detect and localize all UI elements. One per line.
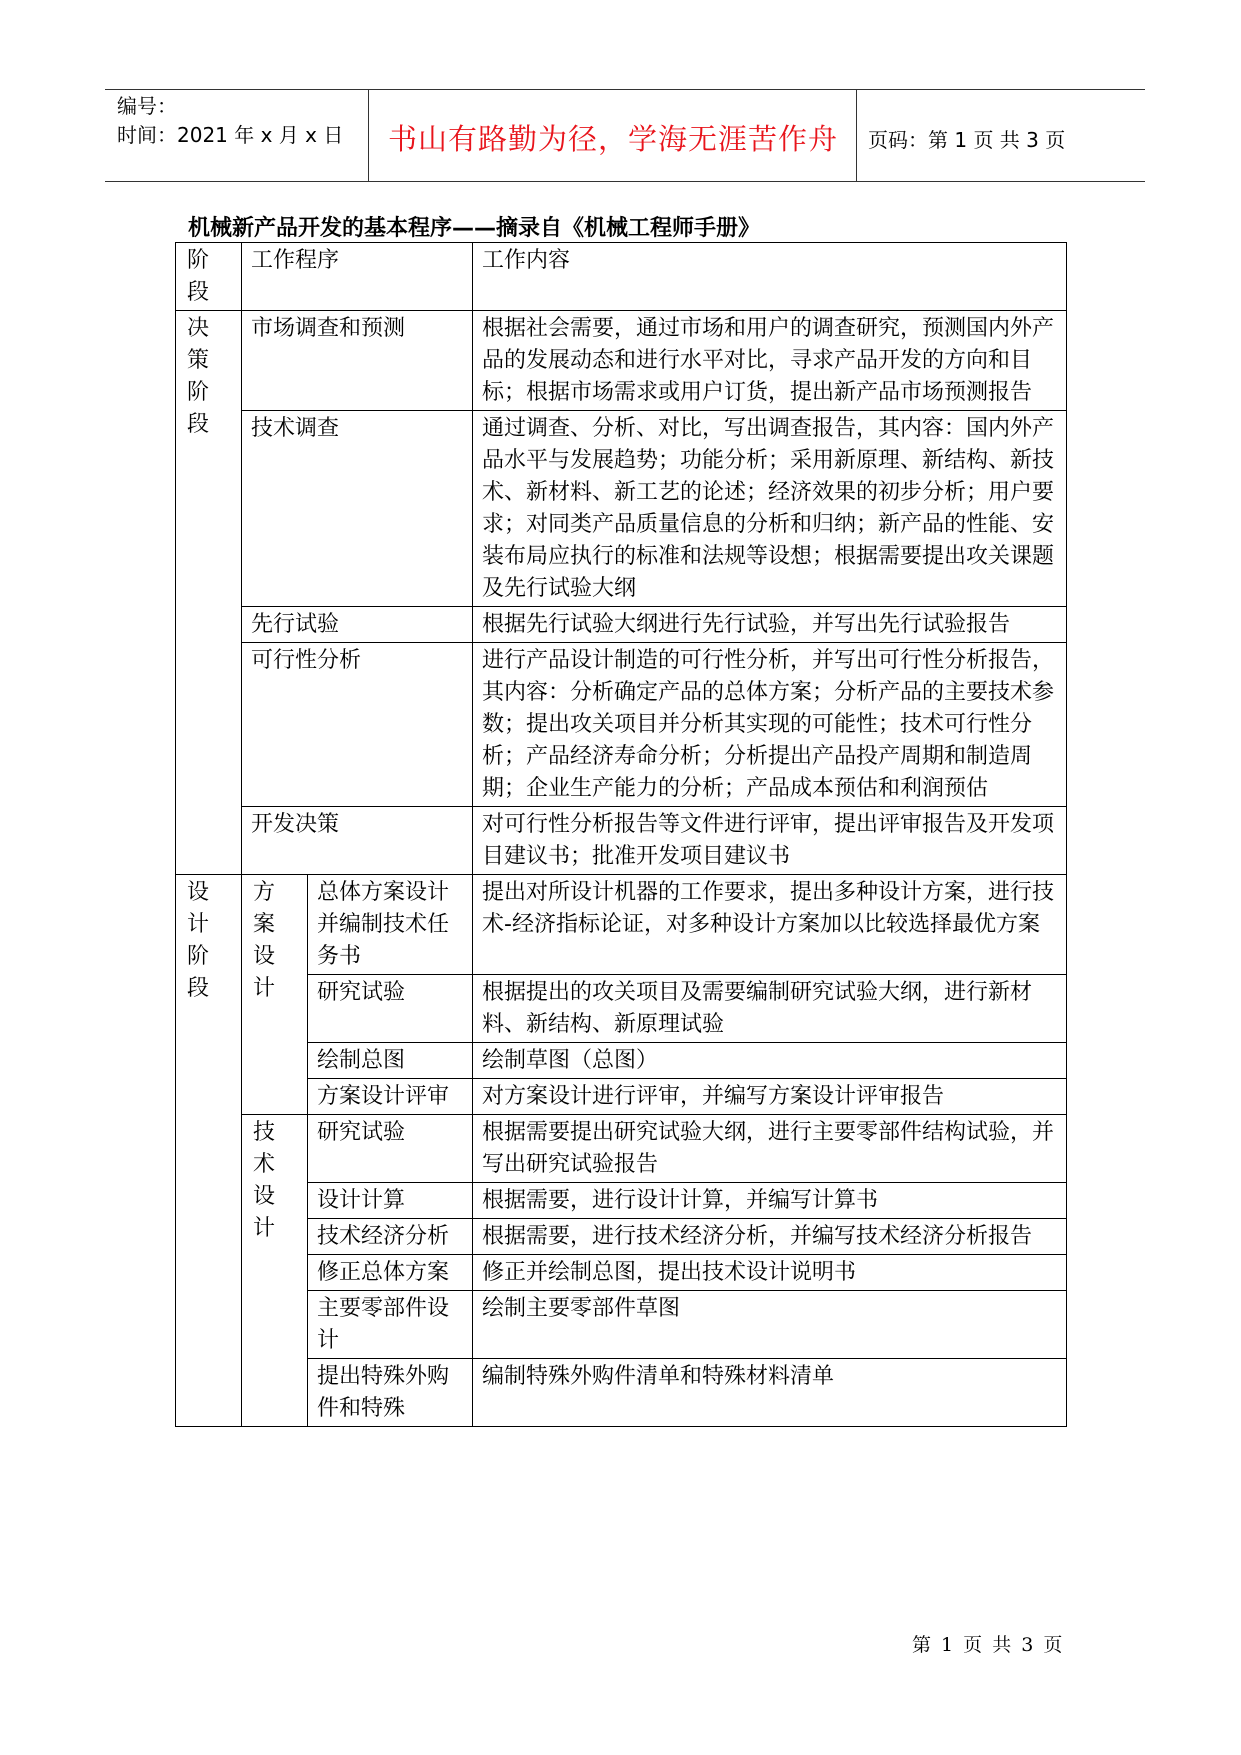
content-cell: 根据提出的攻关项目及需要编制研究试验大纲，进行新材料、新结构、新原理试验 — [473, 975, 1067, 1043]
header-cell-stage: 阶段 — [176, 243, 242, 311]
header-page-info: 页码：第 1 页 共 3 页 — [868, 128, 1066, 152]
table-row — [176, 1079, 1067, 1115]
content-cell: 根据社会需要，通过市场和用户的调查研究，预测国内外产品的发展动态和进行水平对比，寻求产品开发的方向和目标；根据市场需求或用户订货，提出新产品市场预测报告 — [473, 311, 1067, 411]
step-cell: 研究试验 — [308, 975, 473, 1043]
table-row — [176, 311, 1067, 411]
table-row — [176, 1255, 1067, 1291]
stage-cell-design: 设计阶段 — [176, 875, 242, 1427]
step-cell: 市场调查和预测 — [242, 311, 473, 411]
step-cell: 技术调查 — [242, 411, 473, 607]
content-cell: 根据需要，进行技术经济分析，并编写技术经济分析报告 — [473, 1219, 1067, 1255]
header-bottom-rule — [105, 181, 1145, 182]
step-cell: 开发决策 — [242, 807, 473, 875]
header-number-label: 编号： — [117, 94, 177, 118]
content-cell: 绘制主要零部件草图 — [473, 1291, 1067, 1359]
process-table — [175, 242, 1067, 1427]
step-cell: 修正总体方案 — [308, 1255, 473, 1291]
content-cell: 通过调查、分析、对比，写出调查报告，其内容：国内外产品水平与发展趋势；功能分析；采用新原理、新结构、新技术、新材料、新工艺的论述；经济效果的初步分析；用户要求；对同类产品质量信息的分析和归纳；新产品的性能、安装布局应执行的标准和法规等设想；根据需要提出攻关课题及先行试验大纲 — [473, 411, 1067, 607]
step-cell: 研究试验 — [308, 1115, 473, 1183]
table-row — [176, 975, 1067, 1043]
table-row — [176, 1183, 1067, 1219]
step-cell: 先行试验 — [242, 607, 473, 643]
table-row — [176, 1219, 1067, 1255]
step-cell: 技术经济分析 — [308, 1219, 473, 1255]
table-row — [176, 1115, 1067, 1183]
table-row — [176, 807, 1067, 875]
content-cell: 进行产品设计制造的可行性分析，并写出可行性分析报告，其内容：分析确定产品的总体方案；分析产品的主要技术参数；提出攻关项目并分析其实现的可能性；技术可行性分析；产品经济寿命分析；分析提出产品投产周期和制造周期；企业生产能力的分析；产品成本预估和利润预估 — [473, 643, 1067, 807]
content-cell: 提出对所设计机器的工作要求，提出多种设计方案，进行技术-经济指标论证，对多种设计方案加以比较选择最优方案 — [473, 875, 1067, 975]
step-cell: 方案设计评审 — [308, 1079, 473, 1115]
table-row — [176, 411, 1067, 607]
table-row — [176, 1359, 1067, 1427]
footer-page-info: 第 1 页 共 3 页 — [912, 1634, 1065, 1656]
content-cell: 根据需要，进行设计计算，并编写计算书 — [473, 1183, 1067, 1219]
header-divider-left — [368, 89, 369, 181]
content-cell: 对方案设计进行评审，并编写方案设计评审报告 — [473, 1079, 1067, 1115]
content-cell: 对可行性分析报告等文件进行评审，提出评审报告及开发项目建议书；批准开发项目建议书 — [473, 807, 1067, 875]
table-row — [176, 643, 1067, 807]
table-row — [176, 875, 1067, 975]
step-cell: 可行性分析 — [242, 643, 473, 807]
document-title: 机械新产品开发的基本程序——摘录自《机械工程师手册》 — [188, 216, 761, 241]
step-cell: 提出特殊外购件和特殊 — [308, 1359, 473, 1427]
header-top-rule — [105, 89, 1145, 90]
header-cell-step: 工作程序 — [242, 243, 473, 311]
stage-cell-decision: 决策阶段 — [176, 311, 242, 875]
header-motto: 书山有路勤为径，学海无涯苦作舟 — [387, 122, 838, 156]
content-cell: 编制特殊外购件清单和特殊材料清单 — [473, 1359, 1067, 1427]
substage-cell-scheme: 方案设计 — [242, 875, 308, 1115]
substage-cell-technical: 技术设计 — [242, 1115, 308, 1427]
table-row — [176, 1291, 1067, 1359]
content-cell: 根据先行试验大纲进行先行试验，并写出先行试验报告 — [473, 607, 1067, 643]
table-row — [176, 607, 1067, 643]
header-divider-right — [856, 89, 857, 181]
step-cell: 绘制总图 — [308, 1043, 473, 1079]
header-meta — [117, 92, 343, 150]
header-cell-content: 工作内容 — [473, 243, 1067, 311]
content-cell: 修正并绘制总图，提出技术设计说明书 — [473, 1255, 1067, 1291]
header-time-label: 时间：2021 年 x 月 x 日 — [117, 123, 344, 147]
content-cell: 绘制草图（总图） — [473, 1043, 1067, 1079]
step-cell: 主要零部件设计 — [308, 1291, 473, 1359]
step-cell: 设计计算 — [308, 1183, 473, 1219]
table-header-row — [176, 243, 1067, 311]
table-row — [176, 1043, 1067, 1079]
content-cell: 根据需要提出研究试验大纲，进行主要零部件结构试验，并写出研究试验报告 — [473, 1115, 1067, 1183]
step-cell: 总体方案设计并编制技术任务书 — [308, 875, 473, 975]
